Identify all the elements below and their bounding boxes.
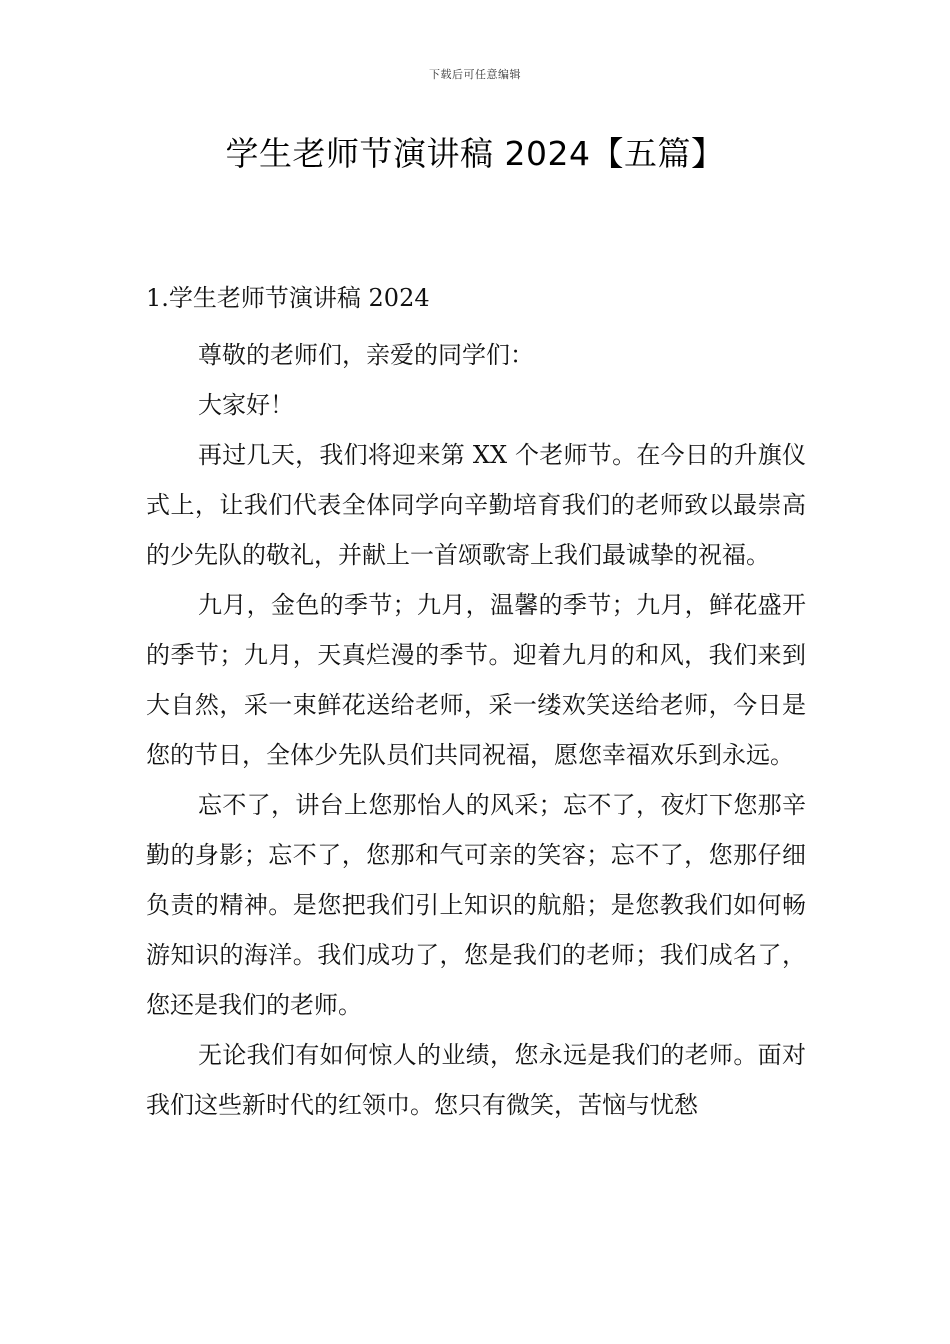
header-note: 下载后可任意编辑	[429, 68, 521, 81]
greeting-paragraph: 大家好！	[198, 390, 294, 419]
salutation-paragraph: 尊敬的老师们，亲爱的同学们：	[198, 340, 534, 369]
body-paragraph: 再过几天，我们将迎来第 XX 个老师节。在今日的升旗仪式上，让我们代表全体同学向辛勤培育我们的老师致以最崇高的少先队的敬礼，并献上一首颂歌寄上我们最诚挚的祝福。	[146, 440, 806, 569]
body-paragraph: 无论我们有如何惊人的业绩，您永远是我们的老师。面对我们这些新时代的红领巾。您只有微笑，苦恼与忧愁	[146, 1040, 806, 1119]
section-heading: 1.学生老师节演讲稿 2024	[146, 284, 430, 312]
document-title: 学生老师节演讲稿 2024【五篇】	[225, 134, 725, 173]
body-paragraph: 忘不了，讲台上您那怡人的风采；忘不了，夜灯下您那辛勤的身影；忘不了，您那和气可亲的笑容；忘不了，您那仔细负责的精神。是您把我们引上知识的航船；是您教我们如何畅游知识的海洋。我们成功了，您是我们的老师；我们成名了，您还是我们的老师。	[146, 790, 806, 1019]
body-paragraph: 九月，金色的季节；九月，温馨的季节；九月，鲜花盛开的季节；九月，天真烂漫的季节。迎着九月的和风，我们来到大自然，采一束鲜花送给老师，采一缕欢笑送给老师，今日是您的节日，全体少先队员们共同祝福，愿您幸福欢乐到永远。	[146, 590, 806, 769]
document-body	[146, 280, 806, 1130]
